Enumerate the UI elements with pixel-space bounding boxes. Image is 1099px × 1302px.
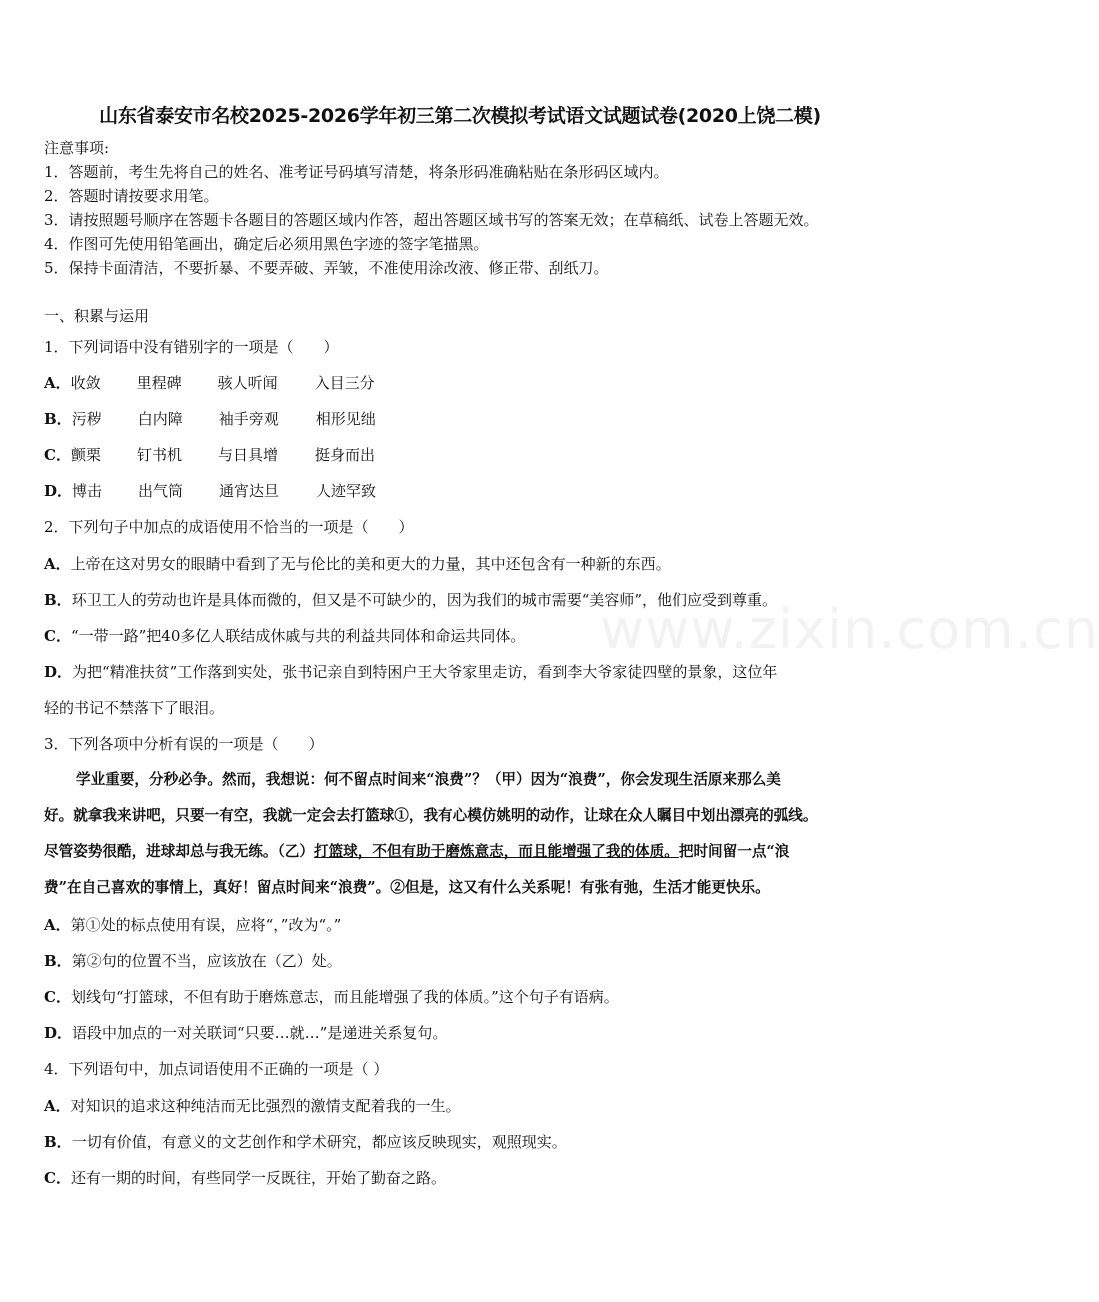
- notice-item: 1．答题前，考生先将自己的姓名、准考证号码填写清楚，将条形码准确粘贴在条形码区域内。: [44, 163, 669, 181]
- document-title: 山东省泰安市名校2025-2026学年初三第二次模拟考试语文试题试卷(2020上饶二模): [99, 105, 821, 127]
- notice-item: 3．请按照题号顺序在答题卡各题目的答题区域内作答，超出答题区域书写的答案无效；在草稿纸、试卷上答题无效。: [44, 211, 819, 229]
- option-letter: D．: [44, 663, 73, 681]
- notice-heading: 注意事项:: [44, 139, 110, 157]
- option-text: 划线句“打篮球，不但有助于磨炼意志，而且能增强了我的体质。”这个句子有语病。: [70, 988, 619, 1006]
- option-letter: A．: [44, 374, 71, 392]
- option-text: 语段中加点的一对关联词“只要…就…”是递进关系复句。: [72, 1024, 448, 1042]
- option-word: 里程碑: [136, 374, 182, 392]
- option-text: “一带一路”把40多亿人联结成休戚与共的利益共同体和命运共同体。: [70, 627, 526, 645]
- option-letter: C．: [44, 1169, 71, 1187]
- q2-option-b: [44, 589, 777, 611]
- option-text: 环卫工人的劳动也许是具体而微的，但又是不可缺少的，因为我们的城市需要“美容师”，他们应受到尊重。: [71, 591, 778, 609]
- option-letter: B．: [44, 952, 72, 970]
- option-word: 颤栗: [70, 446, 101, 464]
- question-4-stem: 4．下列语句中，加点词语使用不正确的一项是（ ）: [44, 1060, 389, 1078]
- notice-item: 5．保持卡面清洁，不要折暴、不要弄破、弄皱，不准使用涂改液、修正带、刮纸刀。: [44, 259, 609, 277]
- option-text: 第②句的位置不当，应该放在（乙）处。: [71, 952, 342, 970]
- option-letter: D．: [44, 482, 73, 500]
- passage-line: [44, 841, 789, 863]
- option-word: 收敛: [70, 374, 101, 392]
- option-letter: C．: [44, 988, 71, 1006]
- option-text: 为把“精准扶贫”工作落到实处，张书记亲自到特困户王大爷家里走访，看到李大爷家徒四壁的景象，这位年: [72, 663, 778, 681]
- option-word: 挺身而出: [314, 446, 375, 464]
- option-text: 第①处的标点使用有误，应将“，”改为“。”: [70, 916, 342, 934]
- option-letter: A．: [44, 1097, 71, 1115]
- passage-line: 费”在自己喜欢的事情上，真好！留点时间来“浪费”。②但是，这又有什么关系呢！有张有弛，生活才能更快乐。: [44, 879, 770, 896]
- option-word: 骇人听闻: [217, 374, 278, 392]
- option-word: 与日具增: [217, 446, 278, 464]
- q2-option-d-cont: 轻的书记不禁落下了眼泪。: [44, 699, 225, 717]
- option-word: 人迹罕致: [316, 482, 377, 500]
- section-heading: 一、积累与运用: [44, 307, 150, 325]
- q2-option-c: [44, 625, 525, 647]
- option-word: 钉书机: [136, 446, 182, 464]
- option-text: 一切有价值，有意义的文艺创作和学术研究，都应该反映现实，观照现实。: [71, 1133, 567, 1151]
- option-letter: B．: [44, 1133, 72, 1151]
- q3-option-b: [44, 950, 342, 972]
- q1-option-d: [44, 480, 376, 502]
- option-word: 白内障: [137, 410, 183, 428]
- q1-option-a: [44, 372, 375, 394]
- option-word: 入目三分: [314, 374, 375, 392]
- q1-option-c: [44, 444, 375, 466]
- question-1-stem: 1．下列词语中没有错别字的一项是（ ）: [44, 338, 339, 356]
- q4-option-a: [44, 1095, 461, 1117]
- option-text: 还有一期的时间，有些同学一反既往，开始了勤奋之路。: [70, 1169, 446, 1187]
- option-letter: C．: [44, 446, 71, 464]
- passage-text: 把时间留一点“浪: [678, 843, 790, 860]
- q3-option-d: [44, 1022, 447, 1044]
- option-word: 袖手旁观: [218, 410, 279, 428]
- option-word: 出气筒: [138, 482, 184, 500]
- passage-line: 好。就拿我来讲吧，只要一有空，我就一定会去打篮球①，我有心模仿姚明的动作，让球在众人瞩目中划出漂亮的弧线。: [44, 807, 818, 824]
- option-letter: D．: [44, 1024, 73, 1042]
- watermark: www.zixin.com.cn: [600, 598, 1099, 661]
- q4-option-b: [44, 1131, 567, 1153]
- option-text: 上帝在这对男女的眼睛中看到了无与伦比的美和更大的力量，其中还包含有一种新的东西。: [70, 555, 671, 573]
- underlined-sentence: 打篮球，不但有助于磨炼意志，而且能增强了我的体质。: [313, 843, 679, 860]
- passage-line: 学业重要，分秒必争。然而，我想说：何不留点时间来“浪费”？（甲）因为“浪费”，你会发现生活原来那么美: [76, 771, 781, 788]
- q2-option-d: [44, 661, 777, 683]
- option-letter: B．: [44, 591, 72, 609]
- option-letter: A．: [44, 555, 71, 573]
- option-word: 博击: [72, 482, 103, 500]
- question-3-stem: 3．下列各项中分析有误的一项是（ ）: [44, 735, 324, 753]
- notice-item: 4．作图可先使用铅笔画出，确定后必须用黑色字迹的签字笔描黑。: [44, 235, 489, 253]
- option-word: 污秽: [71, 410, 102, 428]
- q3-option-a: [44, 914, 341, 936]
- option-word: 通宵达旦: [219, 482, 280, 500]
- q3-option-c: [44, 986, 619, 1008]
- option-letter: A．: [44, 916, 71, 934]
- q2-option-a: [44, 553, 671, 575]
- question-2-stem: 2．下列句子中加点的成语使用不恰当的一项是（ ）: [44, 518, 414, 536]
- option-letter: B．: [44, 410, 72, 428]
- option-text: 对知识的追求这种纯洁而无比强烈的激情支配着我的一生。: [70, 1097, 461, 1115]
- passage-text: 尽管姿势很酷，进球却总与我无练。（乙）: [44, 843, 314, 860]
- notice-item: 2．答题时请按要求用笔。: [44, 187, 219, 205]
- option-letter: C．: [44, 627, 71, 645]
- q1-option-b: [44, 408, 376, 430]
- option-word: 相形见绌: [315, 410, 376, 428]
- q4-option-c: [44, 1167, 446, 1189]
